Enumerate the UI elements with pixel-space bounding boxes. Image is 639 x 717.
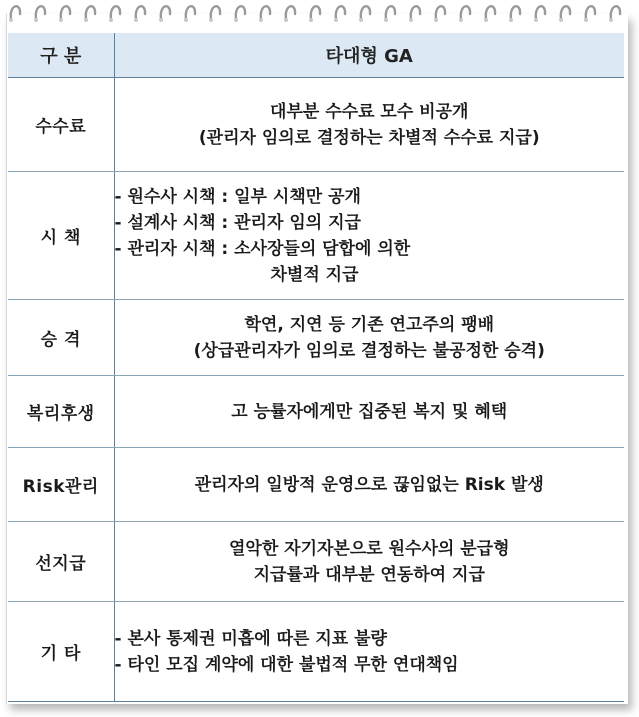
row-line: - 관리자 시책 : 소사장들의 담합에 의한 (114, 238, 411, 259)
binding-hole (534, 18, 538, 22)
row-line: 학연, 지연 등 기존 연고주의 팽배 (244, 314, 495, 335)
row-category: 수수료 (8, 78, 114, 172)
binding-ring (361, 6, 370, 19)
binding-hole (159, 18, 163, 22)
row-line: - 타인 모집 계약에 대한 불법적 무한 연대책임 (114, 654, 459, 675)
row-content (114, 300, 624, 376)
binding-hole (559, 18, 563, 22)
binding-ring (11, 6, 20, 19)
binding-ring (111, 6, 120, 19)
binding-hole (359, 18, 363, 22)
binding-ring (136, 6, 145, 19)
binding-ring (261, 6, 270, 19)
binding-hole (409, 18, 413, 22)
binding-hole (484, 18, 488, 22)
binding-hole (84, 18, 88, 22)
binding-ring (311, 6, 320, 19)
row-content (114, 172, 624, 300)
row-category: 복리후생 (8, 376, 114, 448)
binding-hole (259, 18, 263, 22)
table-row (8, 172, 624, 300)
binding-ring (411, 6, 420, 19)
binding-ring (36, 6, 45, 19)
row-content (114, 448, 624, 522)
binding-ring (286, 6, 295, 19)
binding-hole (434, 18, 438, 22)
row-line: - 설계사 시책 : 관리자 임의 지급 (114, 212, 361, 233)
binding-hole (334, 18, 338, 22)
row-line: 열악한 자기자본으로 원수사의 분급형 (228, 538, 510, 559)
header-title: 타대형 GA (114, 33, 624, 78)
binding-hole (384, 18, 388, 22)
row-line: 고 능률자에게만 집중된 복지 및 혜택 (231, 401, 508, 422)
row-category: Risk관리 (8, 448, 114, 522)
row-line: 관리자의 일방적 운영으로 끊임없는 Risk 발생 (194, 474, 544, 495)
row-content (114, 602, 624, 702)
binding-ring (486, 6, 495, 19)
binding-ring (611, 6, 620, 19)
binding-ring (61, 6, 70, 19)
table-row (8, 78, 624, 172)
binding-hole (34, 18, 38, 22)
binding-ring (336, 6, 345, 19)
binding-ring (436, 6, 445, 19)
header-category: 구 분 (8, 33, 114, 78)
binding-ring (511, 6, 520, 19)
row-content (114, 78, 624, 172)
binding-hole (234, 18, 238, 22)
row-line: 차별적 지급 (270, 264, 359, 285)
row-line: 지급률과 대부분 연동하여 지급 (253, 564, 485, 585)
row-category: 승 격 (8, 300, 114, 376)
binding-hole (109, 18, 113, 22)
spiral-binding (0, 0, 639, 26)
binding-hole (584, 18, 588, 22)
binding-hole (184, 18, 188, 22)
binding-hole (509, 18, 513, 22)
binding-ring (561, 6, 570, 19)
table-header-row (8, 33, 624, 78)
row-category: 시 책 (8, 172, 114, 300)
binding-ring (211, 6, 220, 19)
row-line: - 본사 통제권 미흡에 따른 지표 불량 (114, 628, 387, 649)
binding-hole (459, 18, 463, 22)
row-category: 기 타 (8, 602, 114, 702)
row-content (114, 522, 624, 602)
binding-ring (161, 6, 170, 19)
binding-ring (236, 6, 245, 19)
binding-ring (186, 6, 195, 19)
row-line: 대부분 수수료 모수 비공개 (270, 101, 469, 122)
binding-hole (284, 18, 288, 22)
binding-hole (309, 18, 313, 22)
row-category: 선지급 (8, 522, 114, 602)
table-row (8, 300, 624, 376)
table-row (8, 376, 624, 448)
binding-hole (609, 18, 613, 22)
binding-hole (9, 18, 13, 22)
binding-hole (209, 18, 213, 22)
binding-ring (386, 6, 395, 19)
binding-hole (134, 18, 138, 22)
row-line: - 원수사 시책 : 일부 시책만 공개 (114, 186, 361, 207)
row-line: (상급관리자가 임의로 결정하는 불공정한 승격) (193, 340, 545, 361)
row-content (114, 376, 624, 448)
binding-ring (586, 6, 595, 19)
table-row (8, 448, 624, 522)
row-line: (관리자 임의로 결정하는 차별적 수수료 지급) (198, 127, 540, 148)
table-row (8, 602, 624, 702)
binding-ring (536, 6, 545, 19)
binding-ring (461, 6, 470, 19)
binding-hole (59, 18, 63, 22)
table-row (8, 522, 624, 602)
ga-comparison-table (8, 33, 624, 702)
binding-ring (86, 6, 95, 19)
